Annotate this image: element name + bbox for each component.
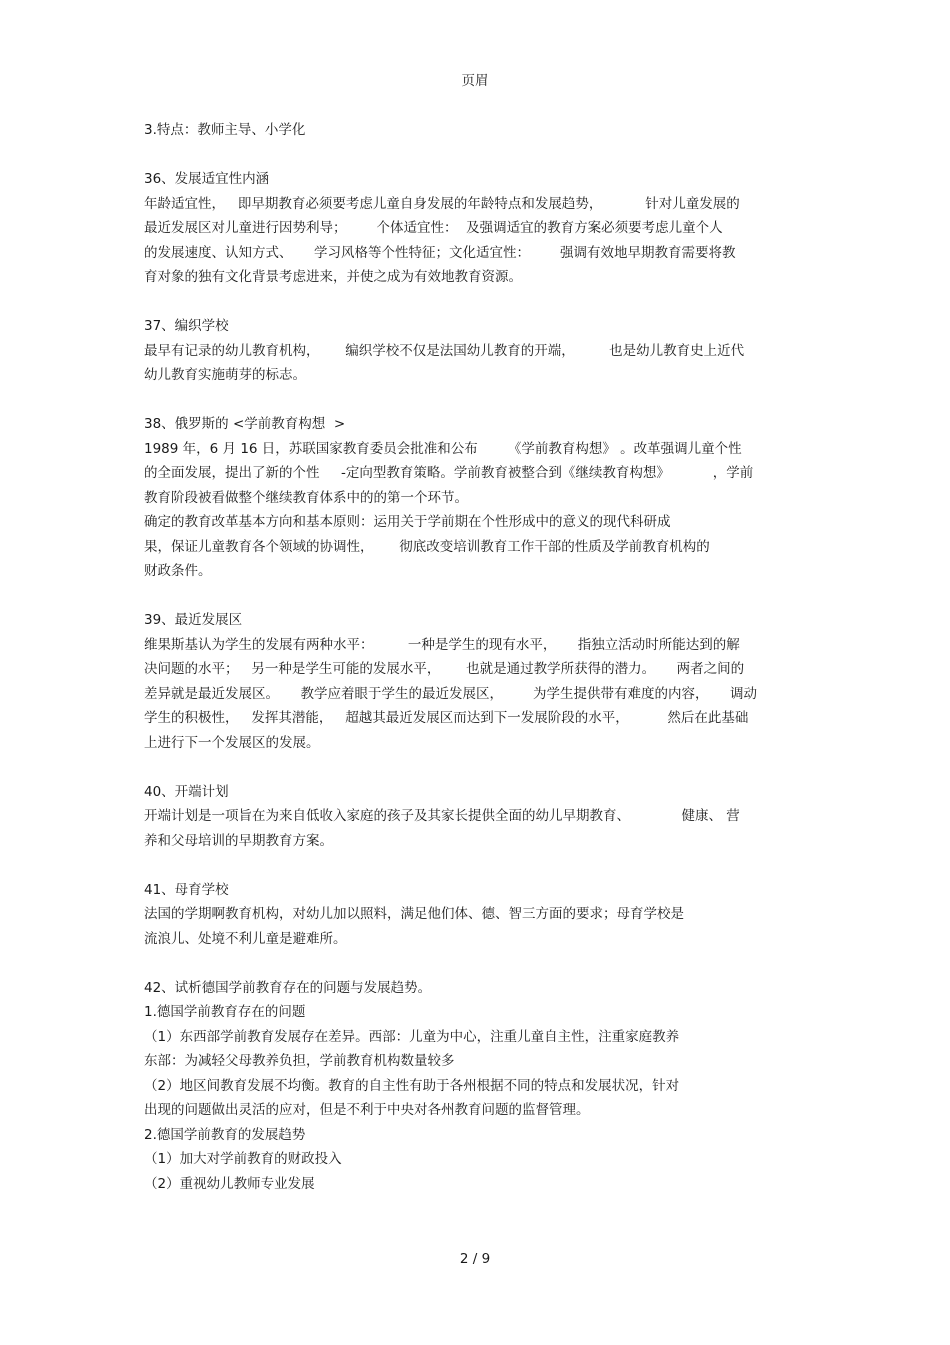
text-line: 1989 年，6 月 16 日，苏联国家教育委员会批准和公布 《学前教育构想》 。改革强调儿童个性	[144, 440, 742, 457]
page-number: 2 / 9	[459, 1251, 491, 1267]
text-line: 1.德国学前教育存在的问题	[144, 1004, 306, 1020]
text-line: 教育阶段被看做整个继续教育体系中的的第一个环节。	[144, 489, 468, 506]
text-line: 维果斯基认为学生的发展有两种水平： 一种是学生的现有水平， 指独立活动时所能达到的解	[144, 636, 740, 653]
text-line: 42、试析德国学前教育存在的问题与发展趋势。	[144, 979, 432, 996]
text-line: 幼儿教育实施萌芽的标志。	[144, 367, 306, 383]
text-line: 39、最近发展区	[144, 612, 243, 628]
text-line: 36、发展适宜性内涵	[144, 171, 270, 187]
text-line: 差异就是最近发展区。 教学应着眼于学生的最近发展区， 为学生提供带有难度的内容， 调动	[144, 685, 757, 702]
text-line: 37、编织学校	[144, 318, 229, 334]
text-line: 的发展速度、认知方式、 学习风格等个性特征；文化适宜性： 强调有效地早期教育需要将教	[144, 244, 736, 261]
paragraph-gap	[144, 143, 814, 168]
text-line: 果，保证儿童教育各个领域的协调性， 彻底改变培训教育工作干部的性质及学前教育机构的	[144, 538, 710, 555]
text-line: 38、俄罗斯的 <学前教育构想 >	[144, 416, 346, 432]
text-line: 的全面发展，提出了新的个性 -定向型教育策略。学前教育被整合到《继续教育构想》 ，学前	[144, 465, 754, 481]
text-line: （1）加大对学前教育的财政投入	[144, 1151, 342, 1167]
text-line: 上进行下一个发展区的发展。	[144, 734, 320, 751]
paragraph-gap	[144, 853, 814, 878]
text-line: 最早有记录的幼儿教育机构， 编织学校不仅是法国幼儿教育的开端， 也是幼儿教育史上近代	[144, 342, 745, 359]
paragraph-gap	[144, 388, 814, 413]
document-body	[144, 118, 814, 1196]
text-line: 法国的学期啊教育机构，对幼儿加以照料，满足他们体、德、智三方面的要求；母育学校是	[144, 906, 684, 922]
text-line: 决问题的水平； 另一种是学生可能的发展水平， 也就是通过教学所获得的潜力。 两者之间的	[144, 661, 745, 677]
text-line: 2.德国学前教育的发展趋势	[144, 1126, 306, 1143]
text-line: 东部：为减轻父母教养负担，学前教育机构数量较多	[144, 1053, 455, 1069]
text-line: 最近发展区对儿童进行因势利导； 个体适宜性： 及强调适宜的教育方案必须要考虑儿童个人	[144, 220, 723, 236]
paragraph-gap	[144, 584, 814, 609]
text-line: 学生的积极性， 发挥其潜能， 超越其最近发展区而达到下一发展阶段的水平， 然后在此基础	[144, 710, 749, 726]
paragraph-gap	[144, 290, 814, 315]
paragraph-gap	[144, 755, 814, 780]
text-line: 41、母育学校	[144, 881, 229, 898]
paragraph-gap	[144, 951, 814, 976]
page-header: 页眉	[461, 73, 489, 89]
text-line: 确定的教育改革基本方向和基本原则：运用关于学前期在个性形成中的意义的现代科研成	[144, 514, 671, 530]
text-line: （2）地区间教育发展不均衡。教育的自主性有助于各州根据不同的特点和发展状况，针对	[144, 1077, 680, 1094]
text-line: 3.特点：教师主导、小学化	[144, 122, 306, 138]
text-line: 养和父母培训的早期教育方案。	[144, 832, 333, 849]
text-line: 40、开端计划	[144, 783, 229, 800]
text-line: （1）东西部学前教育发展存在差异。西部：儿童为中心，注重儿童自主性，注重家庭教养	[144, 1028, 680, 1045]
text-line: （2）重视幼儿教师专业发展	[144, 1175, 315, 1192]
text-line: 出现的问题做出灵活的应对，但是不利于中央对各州教育问题的监督管理。	[144, 1102, 590, 1118]
text-line: 育对象的独有文化背景考虑进来，并使之成为有效地教育资源。	[144, 269, 522, 285]
text-line: 财政条件。	[144, 563, 212, 579]
text-line: 年龄适宜性， 即早期教育必须要考虑儿童自身发展的年龄特点和发展趋势， 针对儿童发展的	[144, 195, 740, 212]
text-line: 流浪儿、处境不利儿童是避难所。	[144, 930, 347, 947]
text-line: 开端计划是一项旨在为来自低收入家庭的孩子及其家长提供全面的幼儿早期教育、 健康、 营	[144, 808, 740, 824]
